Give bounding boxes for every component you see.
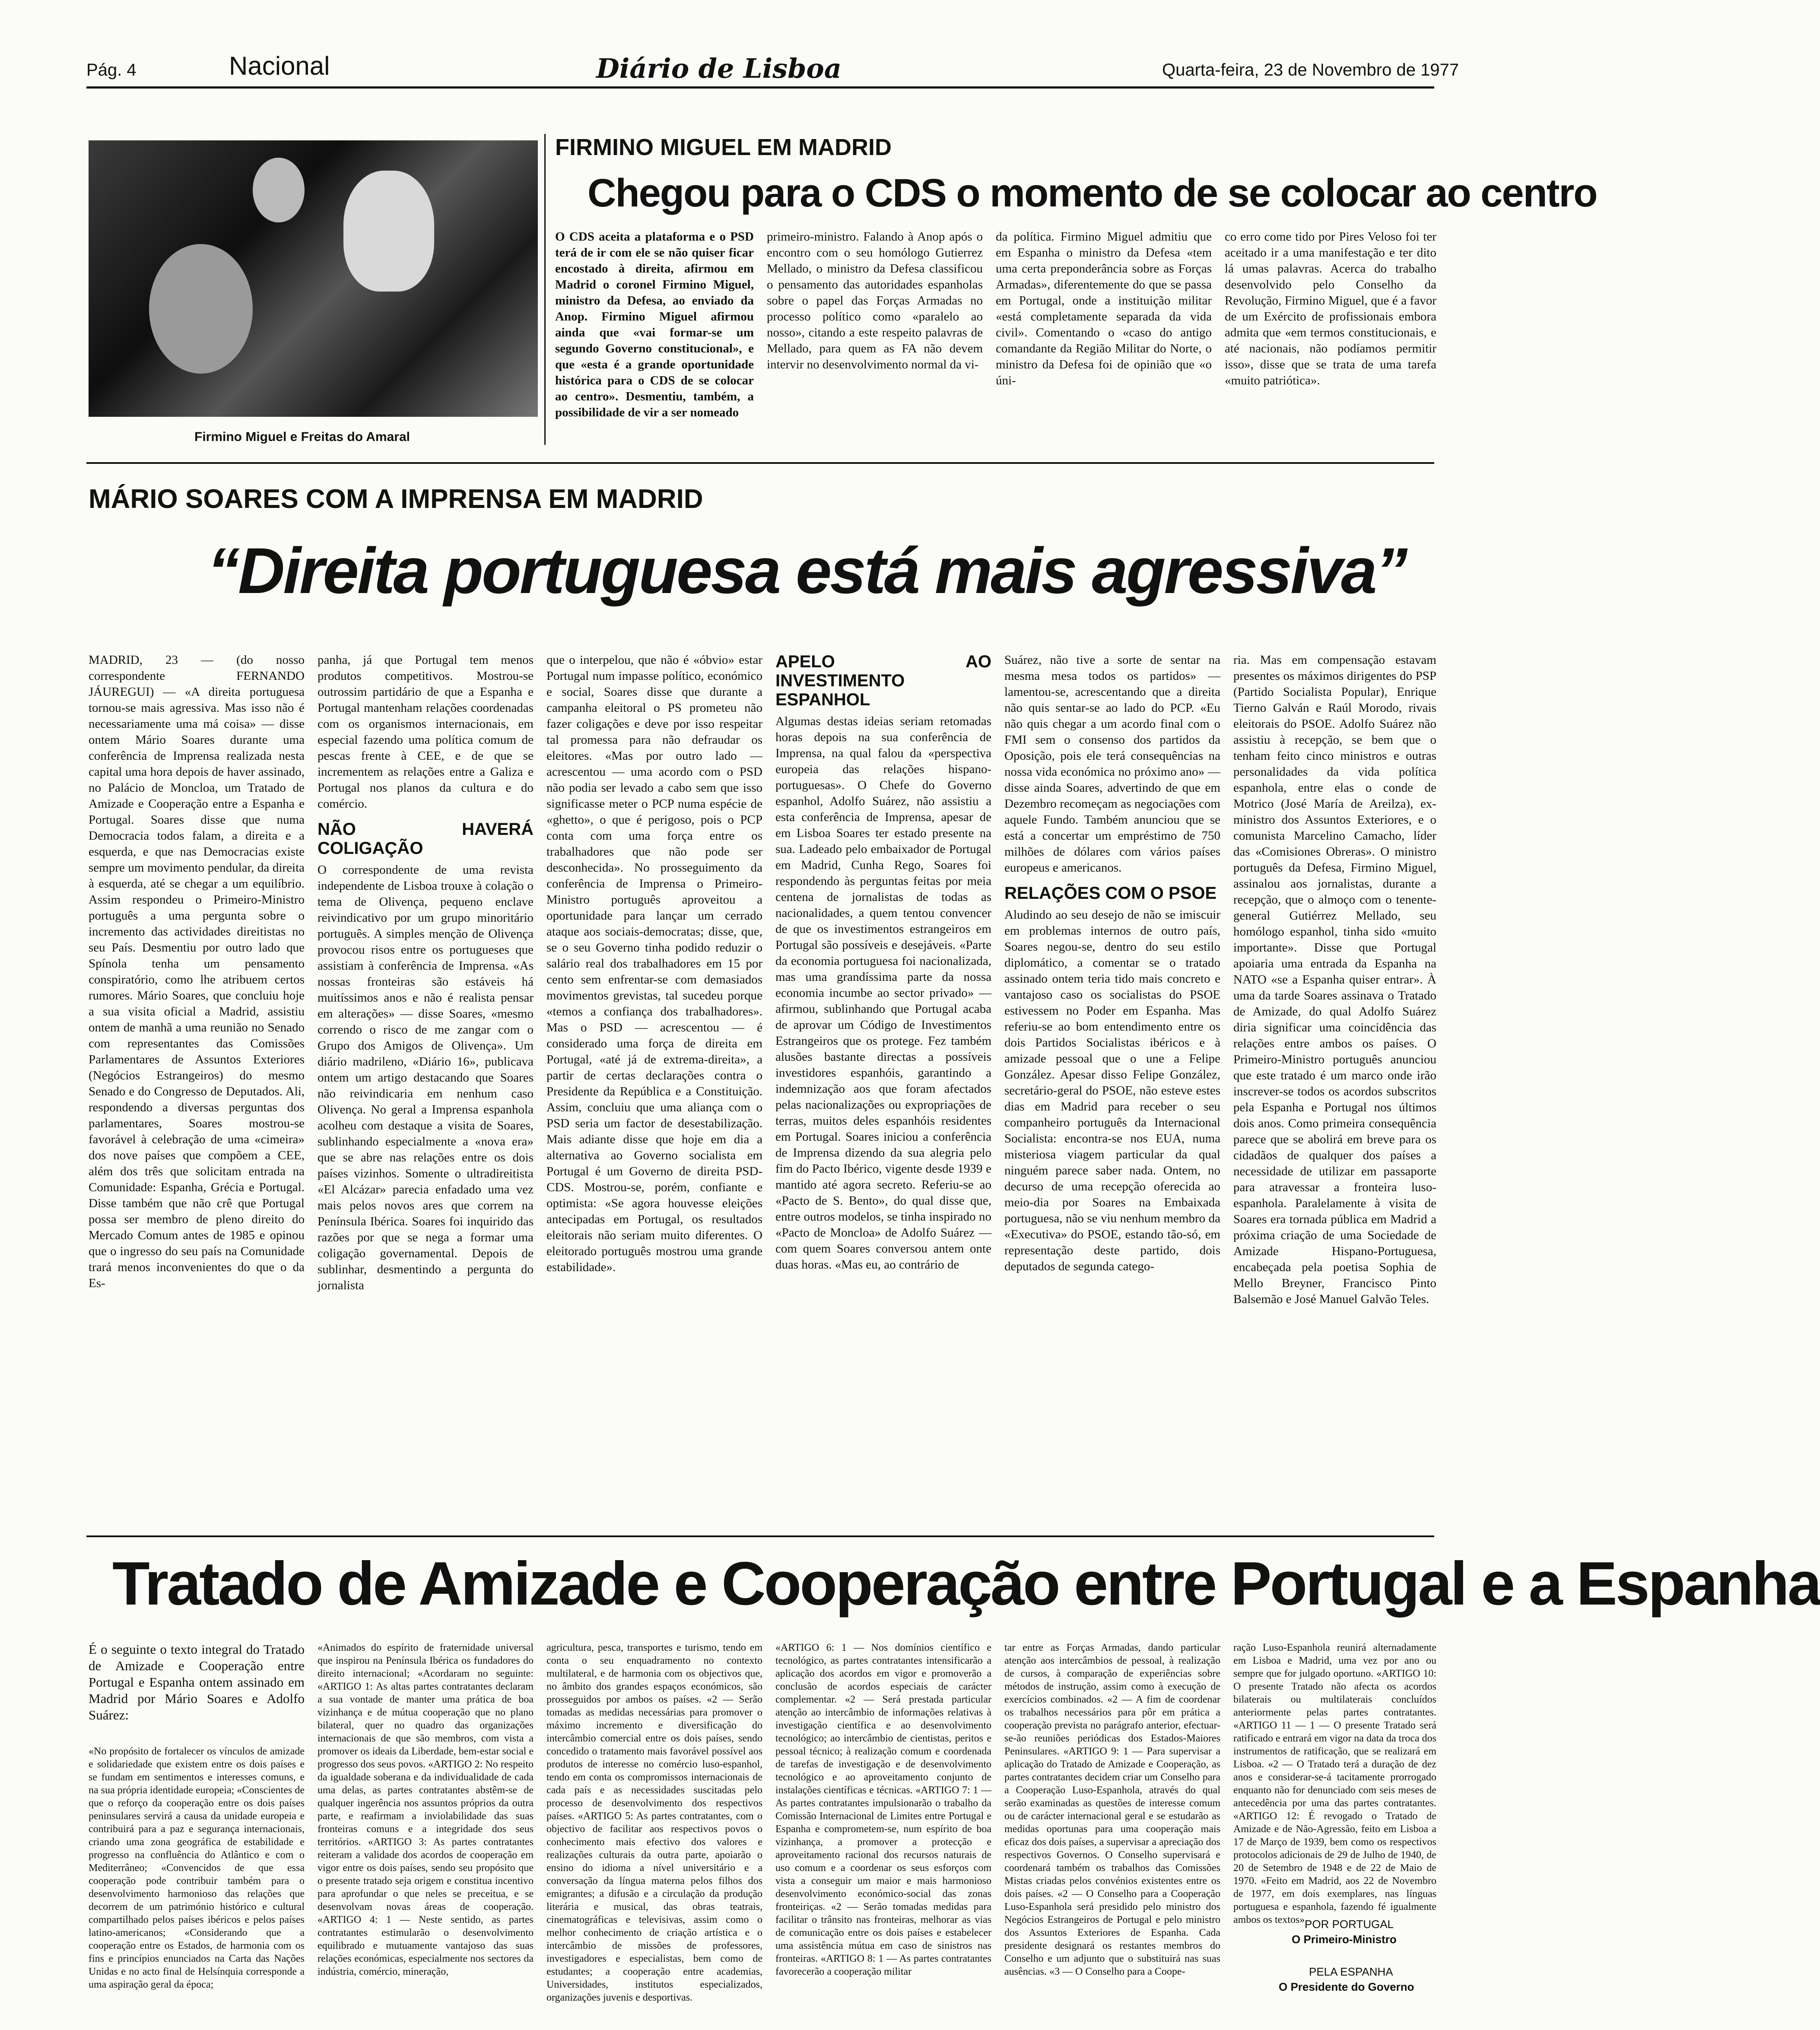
story3-col-4: «ARTIGO 6: 1 — Nos domínios científico e tecnológico, as partes contratantes intensificarão a aplicação dos acordos em vigor e promoverão a conclusão de acordos especiais de carácter complementar. «2 — Será prestada particular atenção ao intercâmbio de informações relativas à investigação científica e ao desenvolvimento tecnológico; ao intercâmbio de cientistas, peritos e pessoal técnico; à realização comum e coordenada de tarefas de investigação e de desenvolvimento tecnológico e ao aproveitamento conjunto de instalações científicas e técnicas. «ARTIGO 7: 1 — As partes contratantes impulsionarão o trabalho da Comissão Internacional de Limites entre Portugal e Espanha e comprometem-se, num espírito de boa vizinhança, a promover a protecção e aproveitamento racional dos recursos naturais de uso comum e a coordenar os seus esforços com vista a conseguir um maior e mais harmonioso desenvolvimento económico-social das zonas fronteiriças. «2 — Serão tomadas medidas para facilitar o trânsito nas fronteiras, melhorar as vias de comunicação entre os dois países e estabelecer uma assistência mútua em caso de sinistros nas fronteiras. «ARTIGO 8: 1 — As partes contratantes favorecerão a cooperação militar <box>775 1642 991 1977</box>
story3-col-1: «No propósito de fortalecer os vínculos de amizade e solidariedade que existem entre os dois países e se fundam em sentimentos e interesses comuns, e na sua própria identidade europeia; «Conscientes de que o reforço da cooperação entre os dois países peninsulares servirá a causa da unidade europeia e contribuirá para a paz e segurança internacionais, criando uma zona geográfica de estabilidade e progresso na confluência do Atlântico e com o Mediterrâneo; «Convencidos de que essa cooperação pode contribuir também para o desenvolvimento harmonioso das relações que decorrem de um património histórico e cultural compartilhado pelos países ibéricos e pelos países latino-americanos; «Considerando que a cooperação entre os Estados, de harmonia com os fins e princípios enunciados na Carta das Nações Unidas e no acto final de Helsínquia corresponde a uma aspiração geral da época; <box>89 1746 305 1990</box>
masthead-rule <box>86 86 1434 89</box>
story2-subhead-investimento: APELO AO INVESTIMENTO ESPANHOL <box>775 652 991 709</box>
story1-col-3: da política. Firmino Miguel admitiu que em Espanha o ministro da Defesa «tem uma certa preponderância sobre as Forças Armadas», diferentemente do que se passa em Portugal, onde a instituição militar «está completamente separada da vida civil». Comentando o «caso do antigo comandante da Região Militar do Norte, o ministro da Defesa foi de opinião que «o úni- <box>996 230 1212 387</box>
story2-col-2: panha, já que Portugal tem menos produtos competitivos. Mostrou-se outrossim partidário de que a Espanha e Portugal mantenham relações coordenadas com os organismos internacionais, em especial fazendo uma política comum de pescas frente à CEE, e de que se incrementem as relações entre a Galiza e Portugal nos planos da cultura e do comércio. NÃO HAVERÁ COLIGAÇÃO O correspondente de uma revista independente de Lisboa trouxe à colação o tema de Olivença, pequeno enclave reivindicativo por um grupo minoritário português. A simples menção de Olivença provocou risos entre os portugueses que assistiam à conferência de Imprensa. «As nossas fronteiras são estáveis há muitíssimos anos e não é realista pensar em alterações» — disse Soares, «mesmo correndo o risco de me zangar com o Grupo dos Amigos de Olivença». Um diário madrileno, «Diário 16», publicava ontem um artigo destacando que Soares não reivindicaria em nenhum caso Olivença. No geral a Imprensa espanhola acolheu com destaque a visita de Soares, sublinhando especialmente a «nova era» que se abre nas relações entre os dois países vizinhos. Somente o ultradireitista «El Alcázar» parecia enfadado uma vez mais pelos novos ares que correm na Península Ibérica. Soares foi inquirido das razões por que se nega a formar uma coligação governamental. Depois de sublinhar, desmentindo a pergunta do jornalista <box>318 653 534 1292</box>
signature-spain-label: PELA ESPANHA <box>1309 1965 1393 1978</box>
story3-col-5: tar entre as Forças Armadas, dando particular atenção aos intercâmbios de pessoal, à realização de cursos, à comparação de experiências sobre métodos de instrução, assim como à execução de exercícios combinados. «2 — A fim de coordenar os trabalhos necessários para pôr em prática a cooperação prevista no parágrafo anterior, efectuar-se-ão reuniões periódicas dos Estados-Maiores Peninsulares. «ARTIGO 9: 1 — Para supervisar a aplicação do Tratado de Amizade e Cooperação, as partes contratantes decidem criar um Conselho para a Cooperação Luso-Espanhola, através do qual serão examinadas as questões de interesse comum ou de carácter internacional geral e se estudarão as medidas oportunas para uma cooperação mais eficaz dos dois países, a supervisar a apreciação dos respectivos Governos. O Conselho supervisará e coordenará também os trabalhos das Comissões Mistas criadas pelos convénios existentes entre os dois países. «2 — O Conselho para a Cooperação Luso-Espanhola será presidido pelo ministro dos Negócios Estrangeiros de Portugal e pelo ministro dos Assuntos Exteriores de Espanha. Cada presidente designará os restantes membros do Conselho e um adjunto que o substituirá nas suas ausências. «3 — O Conselho para a Coope- <box>1004 1642 1220 1977</box>
newspaper-name: Diário de Lisboa <box>596 53 842 84</box>
story2-bottom-rule <box>86 1535 1434 1537</box>
story3-col-2: «Animados do espírito de fraternidade universal que inspirou na Península Ibérica os fundadores do direito internacional; «Acordaram no seguinte: «ARTIGO 1: As altas partes contratantes declaram a sua vontade de manter uma prática de boa vizinhança e de mútua cooperação que no plano bilateral, quer no quadro das organizações internacionais de que são membros, com vista a promover os ideais da Liberdade, bem-estar social e progresso dos seus povos. «ARTIGO 2: No respeito da igualdade soberana e da individualidade de cada uma delas, as partes contratantes abstêm-se de qualquer ingerência nos assuntos próprios da outra parte, e reafirmam a inviolabilidade das suas fronteiras comuns e a integridade dos seus territórios. «ARTIGO 3: As partes contratantes reiteram a validade dos acordos de cooperação em vigor entre os dois países, sendo seu propósito que o presente tratado seja origem e constitua incentivo para aprofundar o que neles se preceitua, e se desenvolvam novas áreas de cooperação. «ARTIGO 4: 1 — Neste sentido, as partes contratantes estimularão o desenvolvimento equilibrado e mutuamente vantajoso das suas relações económicas, especialmente nos sectores da indústria, comércio, mineração, <box>318 1642 534 1977</box>
story2-col-3: que o interpelou, que não é «óbvio» estar Portugal num impasse político, económico e social, Soares disse que durante a campanha eleitoral o PS prometeu não fazer coligações e deve por isso respeitar tal promessa para não defraudar os eleitores. «Mas por outro lado — acrescentou — uma acordo com o PSD não podia ser levado a cabo sem que isso significasse meter o PCP numa espécie de «ghetto», o que é perigoso, pois o PCP conta com uma força entre os trabalhadores que não pode ser desconhecida». No prosseguimento da conferência de Imprensa o Primeiro-Ministro português aproveitou a oportunidade para lançar um cerrado ataque aos sociais-democratas; disse, que, se o seu Governo tinha podido reduzir o salário real dos trabalhadores em 15 por cento sem enfrentar-se com demasiados movimentos grevistas, tal sucedeu porque «temos a confiança dos trabalhadores». Mas o PSD — acrescentou — é considerado uma força de direita em Portugal, «até já de extrema-direita», a partir de certas declarações contra o Presidente da República e a Constituição. Assim, concluiu que uma aliança com o PSD seria um factor de desestabilização. Mais adiante disse que hoje em dia a alternativa ao Governo socialista em Portugal é um Governo de direita PSD-CDS. Mostrou-se, porém, confiante e optimista: «Se agora houvesse eleições antecipadas em Portugal, os resultados eleitorais não seriam muito diferentes. O eleitorado português mostrou uma grande estabilidade». <box>546 653 762 1274</box>
issue-date: Quarta-feira, 23 de Novembro de 1977 <box>1162 60 1459 79</box>
story1-bottom-rule <box>86 462 1434 464</box>
story2-kicker: MÁRIO SOARES COM A IMPRENSA EM MADRID <box>89 484 703 514</box>
photo-caption: Firmino Miguel e Freitas do Amaral <box>194 430 410 444</box>
story2-subhead-coligacao: NÃO HAVERÁ COLIGAÇÃO <box>318 820 534 858</box>
story3-col-3: agricultura, pesca, transportes e turismo, tendo em conta o seu enquadramento no contexto multilateral, e de harmonia com os objectivos que, no âmbito dos grandes espaços económicos, são prosseguidos por ambos os países. «2 — Serão tomadas as medidas necessárias para promover o máximo incremento e diversificação do intercâmbio comercial entre os dois países, sendo concedido o tratamento mais favorável possível aos produtos de interesse no comércio luso-espanhol, tendo em conta os compromissos internacionais de cada país e as necessidades suscitadas pelo processo de desenvolvimento dos respectivos países. «ARTIGO 5: As partes contratantes, com o objectivo de facilitar aos respectivos povos o conhecimento mais efectivo dos valores e realizações culturais da outra parte, apoiarão o ensino do idioma a nível universitário e a conversação da língua materna pelos filhos dos emigrantes; a difusão e a circulação da produção literária e musical, das obras teatrais, cinematográficas e televisivas, assim como o melhor conhecimento de criação artística e o intercâmbio de missões de professores, investigadores e especialistas, bem como de estudantes; a cooperação entre academias, Universidades, institutos especializados, organizações juvenis e desportivas. <box>546 1642 762 2003</box>
story2-headline: “Direita portuguesa está mais agressiva” <box>207 534 1406 607</box>
story1-col-4: co erro come tido por Pires Veloso foi ter aceitado ir a uma manifestação e ter dito lá umas palavras. Acerca do trabalho desenvolvido pelo Conselho da Revolução, Firmino Miguel, que é a favor de um Exército de profissionais embora admita que «em termos constitucionais, e até nacionais, não podíamos permitir isso», disse que se trata de uma tarefa «muito patriótica». <box>1225 230 1436 387</box>
signature-spain-title: O Presidente do Governo <box>1279 1980 1414 1993</box>
story2-subhead-psoe: RELAÇÕES COM O PSOE <box>1004 884 1217 903</box>
section-name: Nacional <box>229 51 330 80</box>
story1-col-2: primeiro-ministro. Falando à Anop após o encontro com o seu homólogo Gutierrez Mellado, o ministro da Defesa classificou o pensamento das autoridades espanholas sobre o papel das Forças Armadas no processo político como «paralelo ao nosso», citando a este respeito palavras de Mellado, para quem as FA não devem intervir no desenvolvimento normal da vi- <box>767 230 983 371</box>
signature-portugal-title: O Primeiro-Ministro <box>1292 1933 1397 1946</box>
story1-col-1: O CDS aceita a plataforma e o PSD terá de ir com ele se não quiser ficar encostado à direita, afirmou em Madrid o coronel Firmino Miguel, ministro da Defesa, ao enviado da Anop. Firmino Miguel afirmou ainda que «vai formar-se um segundo Governo constitucional», e que «esta é a grande oportunidade histórica para o CDS de se colocar ao centro». Desmentiu, também, a possibilidade de vir a ser nomeado <box>555 230 754 419</box>
page-number: Pág. 4 <box>86 60 137 79</box>
story2-col-5: Suárez, não tive a sorte de sentar na mesma mesa todos os partidos» — lamentou-se, acrescentando que a direita não quis sentar-se ao lado do PCP. «Eu não quis chegar a um acordo final com o FMI sem o consenso dos partidos da Oposição, pois ele terá consequências na nossa vida económica no próximo ano» — disse ainda Soares, advertindo de que em Dezembro recomeçam as negociações com aquele Fundo. Também anunciou que se está a concertar um empréstimo de 750 milhões de dólares com vários países europeus e americanos. RELAÇÕES COM O PSOE Aludindo ao seu desejo de não se imiscuir em problemas internos de outro país, Soares negou-se, dentro do seu estilo diplomático, a comentar se o tratado assinado ontem teria tido mais concreto e vantajoso caso os socialistas do PSOE estivessem no Poder em Espanha. Mas referiu-se ao bom entendimento entre os dois Partidos Socialistas ibéricos e à amizade pessoal que o une a Felipe González. Apesar disso Felipe González, secretário-geral do PSOE, não esteve estes dias em Madrid para receber o seu companheiro português da Internacional Socialista: encontra-se nos EUA, numa misteriosa viagem particular da qual ninguém parece saber nada. Ontem, no decurso de uma recepção oferecida ao meio-dia por Soares na Embaixada portuguesa, não se viu nenhum membro da «Executiva» do PSOE, estando tão-só, em representação deste partido, dois deputados de segunda catego- <box>1004 653 1220 1273</box>
signature-portugal-label: POR PORTUGAL <box>1305 1918 1394 1931</box>
story2-col-1: MADRID, 23 — (do nosso correspondente FERNANDO JÁUREGUI) — «A direita portuguesa tornou-se mais agressiva. Mas isso não é necessariamente uma má coisa» — disse ontem Mário Soares durante uma conferência de Imprensa realizada nesta capital uma hora depois de haver assinado, no Palácio de Moncloa, um Tratado de Amizade e Cooperação entre a Espanha e Portugal. Soares disse que numa Democracia todos falam, a direita e a esquerda, e que nas Democracias existe sempre um movimento pendular, da direita à esquerda, até se chegar a um equilíbrio. Assim respondeu o Primeiro-Ministro português a uma pergunta sobre o incremento das actividades direitistas no seu País. Desmentiu por outro lado que Spínola tenha um pensamento conspiratório, como lhe atribuem certos rumores. Mário Soares, que concluiu hoje a sua visita oficial a Madrid, assistiu ontem de manhã a uma reunião no Senado com representantes das Comissões Parlamentares de Assuntos Exteriores (Negócios Estrangeiros) do mesmo Senado e do Congresso de Deputados. Ali, respondendo a diversas perguntas dos parlamentares, Soares mostrou-se favorável à celebração de uma «cimeira» dos nove países que compõem a CEE, além dos três que solicitam entrada na Comunidade: Espanha, Grécia e Portugal. Disse também que não crê que Portugal possa ser membro de pleno direito do Mercado Comum antes de 1985 e opinou que o ingresso do seu país na Comunidade trará menos inconvenientes do que o da Es- <box>89 653 305 1290</box>
story1-kicker: FIRMINO MIGUEL EM MADRID <box>555 134 892 160</box>
photo-firmino-miguel <box>89 140 538 417</box>
story2-col-4: APELO AO INVESTIMENTO ESPANHOL Algumas destas ideias seriam retomadas horas depois na sua conferência de Imprensa, na qual falou da «perspectiva europeia das relações hispano-portuguesas». O Chefe do Governo espanhol, Adolfo Suárez, não assistiu a esta conferência de Imprensa, apesar de em Lisboa Soares ter estado presente na sua. Ladeado pelo embaixador de Portugal em Madrid, Cunha Rego, Soares foi respondendo às perguntas feitas por meia centena de jornalistas de todas as nacionalidades, a quem tentou convencer de que os investimentos estrangeiros em Portugal são possíveis e desejáveis. «Parte da economia portuguesa foi nacionalizada, mas uma grandíssima parte da nossa economia incumbe ao sector privado» — afirmou, sublinhando que Portugal acaba de aprovar um Código de Investimentos Estrangeiros que os protege. Fez também alusões bastante directas a possíveis investidores espanhóis, garantindo a indemnização aos que foram afectados pelas nacionalizações ou expropriações de terras, muitos deles espanhóis residentes em Portugal. Soares iniciou a conferência de Imprensa dizendo da sua alegria pelo fim do Pacto Ibérico, vigente desde 1939 e mantido até agora secreto. Referiu-se ao «Pacto de S. Bento», do qual disse que, entre outros modelos, se tinha inspirado no «Pacto de Moncloa» de Adolfo Suárez — com quem Soares conversou antem onte duas horas. «Mas eu, ao contrário de <box>775 652 991 1272</box>
story3-col-6: ração Luso-Espanhola reunirá alternadamente em Lisboa e Madrid, uma vez por ano ou sempre que for julgado oportuno. «ARTIGO 10: O presente Tratado não afecta os acordos bilaterais ou multilaterais concluídos anteriormente pelas partes contratantes. «ARTIGO 11 — 1 — O presente Tratado será ratificado e entrará em vigor na data da troca dos instrumentos de ratificação, que se realizará em Lisboa. «2 — O Tratado terá a duração de dez anos e considerar-se-á tacitamente prorrogado enquanto não for denunciado com seis meses de antecedência por uma das partes contratantes. «ARTIGO 12: É revogado o Tratado de Amizade e de Não-Agressão, feito em Lisboa a 17 de Março de 1939, bem como os respectivos protocolos adicionais de 29 de Julho de 1940, de 20 de Setembro de 1948 e de 22 de Maio de 1970. «Feito em Madrid, aos 22 de Novembro de 1977, em dois exemplares, nas línguas portuguesa e espanhola, fazendo fé igualmente ambos os textos». <box>1233 1642 1436 1925</box>
story3-headline: Tratado de Amizade e Cooperação entre Portugal e a Espanha <box>112 1549 1820 1618</box>
story1-headline: Chegou para o CDS o momento de se colocar ao centro <box>588 171 1597 215</box>
story3-intro: É o seguinte o texto integral do Tratado de Amizade e Cooperação entre Portugal e Espanha ontem assinado em Madrid por Mário Soares e Adolfo Suárez: <box>89 1642 305 1722</box>
story2-col-6: ria. Mas em compensação estavam presentes os máximos dirigentes do PSP (Partido Socialista Popular), Enrique Tierno Galván e Raúl Morodo, rivais eleitorais do PSOE. Adolfo Suárez não assistiu à recepção, se bem que o tenham feito cinco ministros e outras personalidades da vida política espanhola, entre elas o conde de Motrico (José María de Areilza), ex-ministro dos Assuntos Exteriores, e o comunista Marcelino Camacho, líder das «Comisiones Obreras». O ministro português da Defesa, Firmino Miguel, assinalou aos jornalistas, durante a recepção, que o almoço com o tenente-general Gutiérrez Mellado, seu homólogo espanhol, tinha sido «muito importante». Disse que Portugal apoiaria uma entrada da Espanha na NATO «se a Espanha quiser entrar». À uma da tarde Soares assinava o Tratado de Amizade, do qual Adolfo Suárez diria significar uma coincidência das relações entre ambos os países. O Primeiro-Ministro português anunciou que este tratado é um marco onde irão inscrever-se todos os acordos subscritos pela Espanha e Portugal nos últimos dois anos. Como primeira consequência parece que se abolirá em breve para os cidadãos de qualquer dos países a necessidade de utilizar em passaporte para atravessar a fronteira luso-espanhola. Paralelamente à visita de Soares era tornada pública em Madrid a próxima criação de uma Sociedade de Amizade Hispano-Portuguesa, encabeçada pela poetisa Sophia de Mello Breyner, Francisco Pinto Balsemão e José Manuel Galvão Teles. <box>1233 653 1436 1306</box>
photo-divider <box>544 134 546 445</box>
